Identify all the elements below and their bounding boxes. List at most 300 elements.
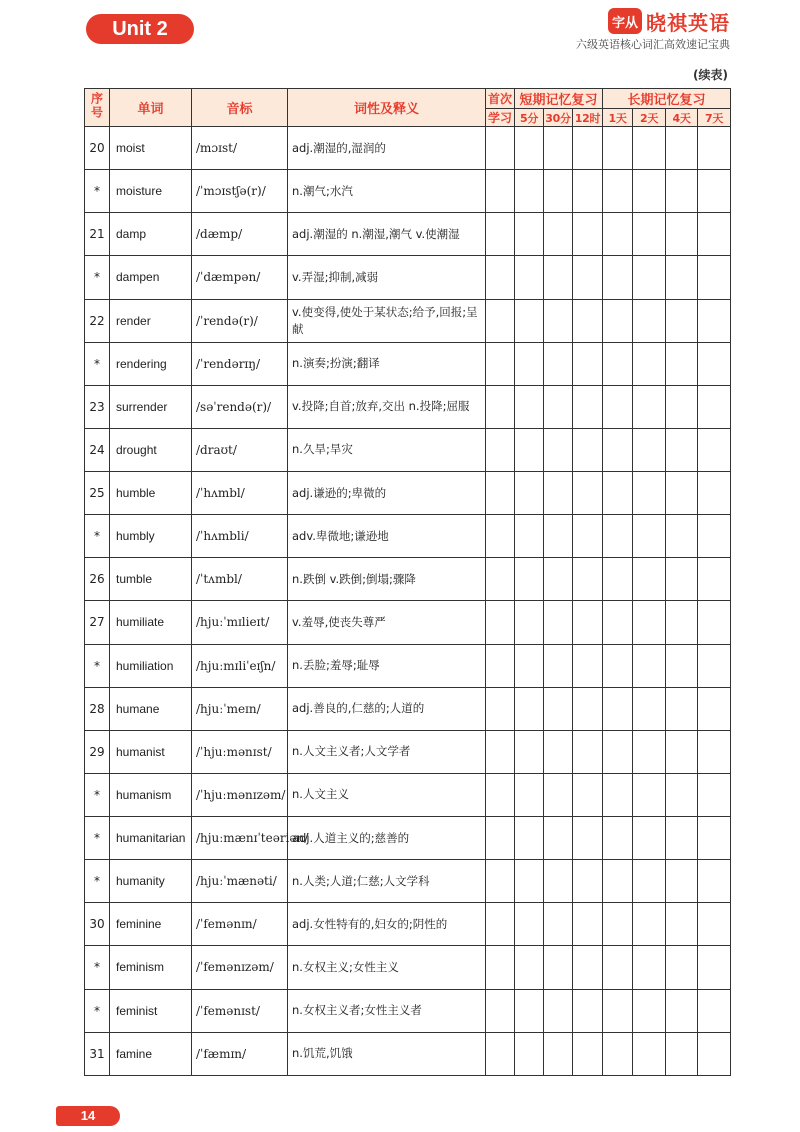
- row-number: 29: [85, 730, 110, 773]
- review-checkbox-cell[interactable]: [544, 903, 573, 946]
- review-checkbox-cell[interactable]: [603, 989, 633, 1032]
- review-checkbox-cell[interactable]: [573, 213, 603, 256]
- row-phonetic: /ˈfemənɪzəm/: [192, 946, 288, 989]
- row-number: *: [85, 773, 110, 816]
- review-checkbox-cell[interactable]: [544, 601, 573, 644]
- review-checkbox-cell[interactable]: [666, 817, 698, 860]
- unit-badge: Unit 2: [86, 14, 194, 44]
- review-checkbox-cell[interactable]: [603, 213, 633, 256]
- review-checkbox-cell[interactable]: [486, 644, 515, 687]
- review-checkbox-cell[interactable]: [603, 773, 633, 816]
- row-phonetic: /ˈrendərɪŋ/: [192, 342, 288, 385]
- review-checkbox-cell[interactable]: [633, 342, 666, 385]
- review-checkbox-cell[interactable]: [544, 428, 573, 471]
- review-checkbox-cell[interactable]: [544, 256, 573, 299]
- review-checkbox-cell[interactable]: [573, 773, 603, 816]
- row-word: surrender: [110, 385, 192, 428]
- row-word: humanitarian: [110, 817, 192, 860]
- review-checkbox-cell[interactable]: [603, 601, 633, 644]
- table-row: [85, 860, 731, 903]
- review-checkbox-cell[interactable]: [573, 903, 603, 946]
- review-checkbox-cell[interactable]: [486, 687, 515, 730]
- review-checkbox-cell[interactable]: [666, 1032, 698, 1075]
- review-checkbox-cell[interactable]: [698, 428, 731, 471]
- row-phonetic: /hjuːmænɪˈteəriən/: [192, 817, 288, 860]
- review-checkbox-cell[interactable]: [486, 773, 515, 816]
- review-checkbox-cell[interactable]: [544, 946, 573, 989]
- review-checkbox-cell[interactable]: [544, 1032, 573, 1075]
- review-checkbox-cell[interactable]: [666, 342, 698, 385]
- review-checkbox-cell[interactable]: [544, 299, 573, 342]
- review-checkbox-cell[interactable]: [698, 515, 731, 558]
- review-checkbox-cell[interactable]: [633, 472, 666, 515]
- review-checkbox-cell[interactable]: [633, 385, 666, 428]
- review-checkbox-cell[interactable]: [573, 342, 603, 385]
- row-phonetic: /ˈhjuːmənɪst/: [192, 730, 288, 773]
- review-checkbox-cell[interactable]: [573, 946, 603, 989]
- row-word: moist: [110, 127, 192, 170]
- table-row: [85, 342, 731, 385]
- header-long-term: 长期记忆复习: [603, 89, 731, 109]
- review-checkbox-cell[interactable]: [573, 256, 603, 299]
- header-long-col: 2天: [633, 109, 666, 127]
- row-meaning: adj.谦逊的;卑微的: [288, 472, 486, 515]
- review-checkbox-cell[interactable]: [666, 385, 698, 428]
- row-number: *: [85, 644, 110, 687]
- row-phonetic: /hjuːˈmænəti/: [192, 860, 288, 903]
- table-row: [85, 299, 731, 342]
- table-row: [85, 817, 731, 860]
- review-checkbox-cell[interactable]: [633, 687, 666, 730]
- page-number: 14: [56, 1106, 120, 1126]
- review-checkbox-cell[interactable]: [544, 860, 573, 903]
- review-checkbox-cell[interactable]: [573, 860, 603, 903]
- review-checkbox-cell[interactable]: [633, 817, 666, 860]
- review-checkbox-cell[interactable]: [544, 472, 573, 515]
- review-checkbox-cell[interactable]: [603, 472, 633, 515]
- row-phonetic: /ˈrendə(r)/: [192, 299, 288, 342]
- review-checkbox-cell[interactable]: [633, 730, 666, 773]
- row-number: *: [85, 170, 110, 213]
- row-word: rendering: [110, 342, 192, 385]
- review-checkbox-cell[interactable]: [603, 385, 633, 428]
- row-word: tumble: [110, 558, 192, 601]
- review-checkbox-cell[interactable]: [666, 601, 698, 644]
- review-checkbox-cell[interactable]: [603, 860, 633, 903]
- review-checkbox-cell[interactable]: [698, 256, 731, 299]
- review-checkbox-cell[interactable]: [633, 170, 666, 213]
- table-row: [85, 472, 731, 515]
- review-checkbox-cell[interactable]: [666, 472, 698, 515]
- review-checkbox-cell[interactable]: [666, 127, 698, 170]
- row-number: 31: [85, 1032, 110, 1075]
- row-number: 22: [85, 299, 110, 342]
- review-checkbox-cell[interactable]: [515, 989, 544, 1032]
- review-checkbox-cell[interactable]: [486, 472, 515, 515]
- review-checkbox-cell[interactable]: [486, 127, 515, 170]
- brand-logo-icon: 字从: [608, 8, 642, 34]
- review-checkbox-cell[interactable]: [698, 213, 731, 256]
- header-long-col: 7天: [698, 109, 731, 127]
- header-phonetic: 音标: [192, 89, 288, 127]
- review-checkbox-cell[interactable]: [666, 256, 698, 299]
- review-checkbox-cell[interactable]: [633, 213, 666, 256]
- row-word: humbly: [110, 515, 192, 558]
- row-meaning: v.投降;自首;放弃,交出 n.投降;屈服: [288, 385, 486, 428]
- review-checkbox-cell[interactable]: [666, 170, 698, 213]
- review-checkbox-cell[interactable]: [633, 601, 666, 644]
- review-checkbox-cell[interactable]: [633, 946, 666, 989]
- review-checkbox-cell[interactable]: [544, 213, 573, 256]
- review-checkbox-cell[interactable]: [486, 903, 515, 946]
- review-checkbox-cell[interactable]: [698, 860, 731, 903]
- review-checkbox-cell[interactable]: [573, 644, 603, 687]
- review-checkbox-cell[interactable]: [666, 558, 698, 601]
- review-checkbox-cell[interactable]: [486, 170, 515, 213]
- review-checkbox-cell[interactable]: [573, 558, 603, 601]
- review-checkbox-cell[interactable]: [573, 385, 603, 428]
- header-meaning: 词性及释义: [288, 89, 486, 127]
- row-word: moisture: [110, 170, 192, 213]
- review-checkbox-cell[interactable]: [515, 860, 544, 903]
- row-phonetic: /ˈdæmpən/: [192, 256, 288, 299]
- review-checkbox-cell[interactable]: [633, 256, 666, 299]
- row-number: *: [85, 515, 110, 558]
- table-row: [85, 170, 731, 213]
- row-number: *: [85, 256, 110, 299]
- row-phonetic: /mɔɪst/: [192, 127, 288, 170]
- review-checkbox-cell[interactable]: [515, 903, 544, 946]
- review-checkbox-cell[interactable]: [515, 299, 544, 342]
- table-row: [85, 946, 731, 989]
- review-checkbox-cell[interactable]: [515, 170, 544, 213]
- review-checkbox-cell[interactable]: [544, 170, 573, 213]
- row-word: render: [110, 299, 192, 342]
- row-meaning: n.跌倒 v.跌倒;倒塌;骤降: [288, 558, 486, 601]
- header-no: 序号: [85, 89, 110, 127]
- review-checkbox-cell[interactable]: [698, 342, 731, 385]
- row-meaning: adj.人道主义的;慈善的: [288, 817, 486, 860]
- row-number: 26: [85, 558, 110, 601]
- review-checkbox-cell[interactable]: [515, 127, 544, 170]
- row-meaning: n.女权主义;女性主义: [288, 946, 486, 989]
- review-checkbox-cell[interactable]: [603, 1032, 633, 1075]
- row-number: *: [85, 860, 110, 903]
- review-checkbox-cell[interactable]: [698, 558, 731, 601]
- review-checkbox-cell[interactable]: [666, 989, 698, 1032]
- review-checkbox-cell[interactable]: [603, 903, 633, 946]
- review-checkbox-cell[interactable]: [633, 428, 666, 471]
- review-checkbox-cell[interactable]: [515, 558, 544, 601]
- review-checkbox-cell[interactable]: [486, 428, 515, 471]
- review-checkbox-cell[interactable]: [573, 428, 603, 471]
- review-checkbox-cell[interactable]: [515, 428, 544, 471]
- row-phonetic: /ˈfemənɪn/: [192, 903, 288, 946]
- row-phonetic: /səˈrendə(r)/: [192, 385, 288, 428]
- row-word: famine: [110, 1032, 192, 1075]
- review-checkbox-cell[interactable]: [666, 903, 698, 946]
- review-checkbox-cell[interactable]: [698, 1032, 731, 1075]
- review-checkbox-cell[interactable]: [698, 472, 731, 515]
- row-word: humble: [110, 472, 192, 515]
- review-checkbox-cell[interactable]: [544, 515, 573, 558]
- header-short-col: 12时: [573, 109, 603, 127]
- review-checkbox-cell[interactable]: [515, 773, 544, 816]
- review-checkbox-cell[interactable]: [633, 558, 666, 601]
- table-row: [85, 687, 731, 730]
- table-row: [85, 558, 731, 601]
- review-checkbox-cell[interactable]: [573, 127, 603, 170]
- row-number: *: [85, 946, 110, 989]
- row-meaning: adj.善良的,仁慈的;人道的: [288, 687, 486, 730]
- review-checkbox-cell[interactable]: [698, 127, 731, 170]
- review-checkbox-cell[interactable]: [603, 558, 633, 601]
- review-checkbox-cell[interactable]: [544, 773, 573, 816]
- row-number: *: [85, 342, 110, 385]
- row-phonetic: /draʊt/: [192, 428, 288, 471]
- vocab-table: [84, 88, 731, 1076]
- row-word: humanism: [110, 773, 192, 816]
- row-meaning: n.潮气;水汽: [288, 170, 486, 213]
- review-checkbox-cell[interactable]: [666, 946, 698, 989]
- review-checkbox-cell[interactable]: [698, 903, 731, 946]
- review-checkbox-cell[interactable]: [486, 946, 515, 989]
- review-checkbox-cell[interactable]: [666, 299, 698, 342]
- row-phonetic: /ˈhjuːmənɪzəm/: [192, 773, 288, 816]
- review-checkbox-cell[interactable]: [486, 860, 515, 903]
- review-checkbox-cell[interactable]: [573, 601, 603, 644]
- row-meaning: n.人类;人道;仁慈;人文学科: [288, 860, 486, 903]
- row-meaning: adj.潮湿的,湿润的: [288, 127, 486, 170]
- review-checkbox-cell[interactable]: [666, 860, 698, 903]
- row-number: 27: [85, 601, 110, 644]
- review-checkbox-cell[interactable]: [666, 515, 698, 558]
- brand: [608, 8, 730, 34]
- row-number: 24: [85, 428, 110, 471]
- row-number: 30: [85, 903, 110, 946]
- row-number: *: [85, 989, 110, 1032]
- review-checkbox-cell[interactable]: [698, 601, 731, 644]
- row-meaning: n.丢脸;羞辱;耻辱: [288, 644, 486, 687]
- review-checkbox-cell[interactable]: [603, 428, 633, 471]
- review-checkbox-cell[interactable]: [486, 1032, 515, 1075]
- review-checkbox-cell[interactable]: [603, 817, 633, 860]
- table-row: [85, 256, 731, 299]
- review-checkbox-cell[interactable]: [515, 644, 544, 687]
- table-row: [85, 601, 731, 644]
- review-checkbox-cell[interactable]: [486, 989, 515, 1032]
- review-checkbox-cell[interactable]: [633, 860, 666, 903]
- review-checkbox-cell[interactable]: [573, 299, 603, 342]
- row-meaning: v.使变得,使处于某状态;给予,回报;呈献: [288, 299, 486, 342]
- review-checkbox-cell[interactable]: [603, 342, 633, 385]
- review-checkbox-cell[interactable]: [698, 946, 731, 989]
- brand-name: 晓祺英语: [646, 10, 730, 35]
- row-phonetic: /ˈhʌmbli/: [192, 515, 288, 558]
- review-checkbox-cell[interactable]: [544, 730, 573, 773]
- review-checkbox-cell[interactable]: [573, 730, 603, 773]
- review-checkbox-cell[interactable]: [544, 687, 573, 730]
- review-checkbox-cell[interactable]: [633, 1032, 666, 1075]
- review-checkbox-cell[interactable]: [666, 773, 698, 816]
- review-checkbox-cell[interactable]: [633, 515, 666, 558]
- review-checkbox-cell[interactable]: [603, 256, 633, 299]
- review-checkbox-cell[interactable]: [486, 601, 515, 644]
- review-checkbox-cell[interactable]: [486, 515, 515, 558]
- header-short-term: 短期记忆复习: [515, 89, 603, 109]
- vocab-body: [85, 127, 731, 1076]
- review-checkbox-cell[interactable]: [515, 213, 544, 256]
- row-word: humiliation: [110, 644, 192, 687]
- row-word: damp: [110, 213, 192, 256]
- row-meaning: n.女权主义者;女性主义者: [288, 989, 486, 1032]
- review-checkbox-cell[interactable]: [486, 817, 515, 860]
- row-number: 21: [85, 213, 110, 256]
- row-meaning: adv.卑微地;谦逊地: [288, 515, 486, 558]
- table-row: [85, 213, 731, 256]
- header-long-col: 1天: [603, 109, 633, 127]
- review-checkbox-cell[interactable]: [603, 515, 633, 558]
- review-checkbox-cell[interactable]: [515, 730, 544, 773]
- table-row: [85, 385, 731, 428]
- review-checkbox-cell[interactable]: [666, 213, 698, 256]
- review-checkbox-cell[interactable]: [666, 428, 698, 471]
- row-word: humane: [110, 687, 192, 730]
- review-checkbox-cell[interactable]: [515, 1032, 544, 1075]
- row-meaning: v.羞辱,使丧失尊严: [288, 601, 486, 644]
- row-number: *: [85, 817, 110, 860]
- review-checkbox-cell[interactable]: [515, 601, 544, 644]
- row-word: drought: [110, 428, 192, 471]
- table-row: [85, 773, 731, 816]
- table-row: [85, 127, 731, 170]
- table-row: [85, 515, 731, 558]
- review-checkbox-cell[interactable]: [486, 342, 515, 385]
- review-checkbox-cell[interactable]: [544, 342, 573, 385]
- review-checkbox-cell[interactable]: [633, 773, 666, 816]
- review-checkbox-cell[interactable]: [515, 946, 544, 989]
- review-checkbox-cell[interactable]: [698, 644, 731, 687]
- table-row: [85, 644, 731, 687]
- review-checkbox-cell[interactable]: [603, 730, 633, 773]
- review-checkbox-cell[interactable]: [486, 730, 515, 773]
- review-checkbox-cell[interactable]: [573, 989, 603, 1032]
- review-checkbox-cell[interactable]: [573, 817, 603, 860]
- review-checkbox-cell[interactable]: [633, 127, 666, 170]
- row-meaning: n.人文主义: [288, 773, 486, 816]
- row-phonetic: /hjuːˈmɪlieɪt/: [192, 601, 288, 644]
- review-checkbox-cell[interactable]: [486, 256, 515, 299]
- row-meaning: adj.女性特有的,妇女的;阴性的: [288, 903, 486, 946]
- review-checkbox-cell[interactable]: [603, 170, 633, 213]
- review-checkbox-cell[interactable]: [698, 730, 731, 773]
- review-checkbox-cell[interactable]: [515, 817, 544, 860]
- row-word: feminine: [110, 903, 192, 946]
- row-phonetic: /ˈhʌmbl/: [192, 472, 288, 515]
- header-first-sub: 学习: [486, 109, 515, 127]
- review-checkbox-cell[interactable]: [633, 903, 666, 946]
- review-checkbox-cell[interactable]: [515, 342, 544, 385]
- row-number: 20: [85, 127, 110, 170]
- table-row: [85, 730, 731, 773]
- header-short-col: 5分: [515, 109, 544, 127]
- continued-label: (续表): [693, 68, 728, 82]
- row-meaning: adj.潮湿的 n.潮湿,潮气 v.使潮湿: [288, 213, 486, 256]
- row-phonetic: /ˈmɔɪstʃə(r)/: [192, 170, 288, 213]
- review-checkbox-cell[interactable]: [573, 1032, 603, 1075]
- review-checkbox-cell[interactable]: [515, 385, 544, 428]
- review-checkbox-cell[interactable]: [544, 817, 573, 860]
- review-checkbox-cell[interactable]: [544, 989, 573, 1032]
- review-checkbox-cell[interactable]: [486, 213, 515, 256]
- row-meaning: n.人文主义者;人文学者: [288, 730, 486, 773]
- row-phonetic: /hjuːˈmeɪn/: [192, 687, 288, 730]
- review-checkbox-cell[interactable]: [486, 558, 515, 601]
- header-word: 单词: [110, 89, 192, 127]
- row-word: humiliate: [110, 601, 192, 644]
- review-checkbox-cell[interactable]: [698, 170, 731, 213]
- table-row: [85, 989, 731, 1032]
- review-checkbox-cell[interactable]: [698, 989, 731, 1032]
- review-checkbox-cell[interactable]: [633, 644, 666, 687]
- row-meaning: n.久旱;旱灾: [288, 428, 486, 471]
- review-checkbox-cell[interactable]: [573, 687, 603, 730]
- review-checkbox-cell[interactable]: [515, 515, 544, 558]
- review-checkbox-cell[interactable]: [515, 472, 544, 515]
- review-checkbox-cell[interactable]: [544, 385, 573, 428]
- row-word: humanity: [110, 860, 192, 903]
- review-checkbox-cell[interactable]: [603, 127, 633, 170]
- review-checkbox-cell[interactable]: [544, 558, 573, 601]
- review-checkbox-cell[interactable]: [486, 299, 515, 342]
- row-phonetic: /ˈfæmɪn/: [192, 1032, 288, 1075]
- review-checkbox-cell[interactable]: [603, 946, 633, 989]
- row-phonetic: /ˈfemənɪst/: [192, 989, 288, 1032]
- review-checkbox-cell[interactable]: [544, 644, 573, 687]
- review-checkbox-cell[interactable]: [698, 385, 731, 428]
- review-checkbox-cell[interactable]: [573, 472, 603, 515]
- row-phonetic: /ˈtʌmbl/: [192, 558, 288, 601]
- review-checkbox-cell[interactable]: [698, 817, 731, 860]
- header-first: 首次: [486, 89, 515, 109]
- review-checkbox-cell[interactable]: [573, 170, 603, 213]
- review-checkbox-cell[interactable]: [633, 989, 666, 1032]
- row-number: 25: [85, 472, 110, 515]
- review-checkbox-cell[interactable]: [698, 773, 731, 816]
- review-checkbox-cell[interactable]: [603, 644, 633, 687]
- review-checkbox-cell[interactable]: [603, 299, 633, 342]
- table-row: [85, 903, 731, 946]
- book-subtitle: 六级英语核心词汇高效速记宝典: [576, 38, 730, 51]
- review-checkbox-cell[interactable]: [544, 127, 573, 170]
- row-phonetic: /dæmp/: [192, 213, 288, 256]
- row-meaning: v.弄湿;抑制,减弱: [288, 256, 486, 299]
- review-checkbox-cell[interactable]: [666, 730, 698, 773]
- review-checkbox-cell[interactable]: [573, 515, 603, 558]
- review-checkbox-cell[interactable]: [603, 687, 633, 730]
- row-word: dampen: [110, 256, 192, 299]
- review-checkbox-cell[interactable]: [698, 687, 731, 730]
- review-checkbox-cell[interactable]: [515, 256, 544, 299]
- header-short-col: 30分: [544, 109, 573, 127]
- review-checkbox-cell[interactable]: [633, 299, 666, 342]
- review-checkbox-cell[interactable]: [666, 687, 698, 730]
- review-checkbox-cell[interactable]: [698, 299, 731, 342]
- review-checkbox-cell[interactable]: [515, 687, 544, 730]
- review-checkbox-cell[interactable]: [666, 644, 698, 687]
- table-row: [85, 1032, 731, 1075]
- review-checkbox-cell[interactable]: [486, 385, 515, 428]
